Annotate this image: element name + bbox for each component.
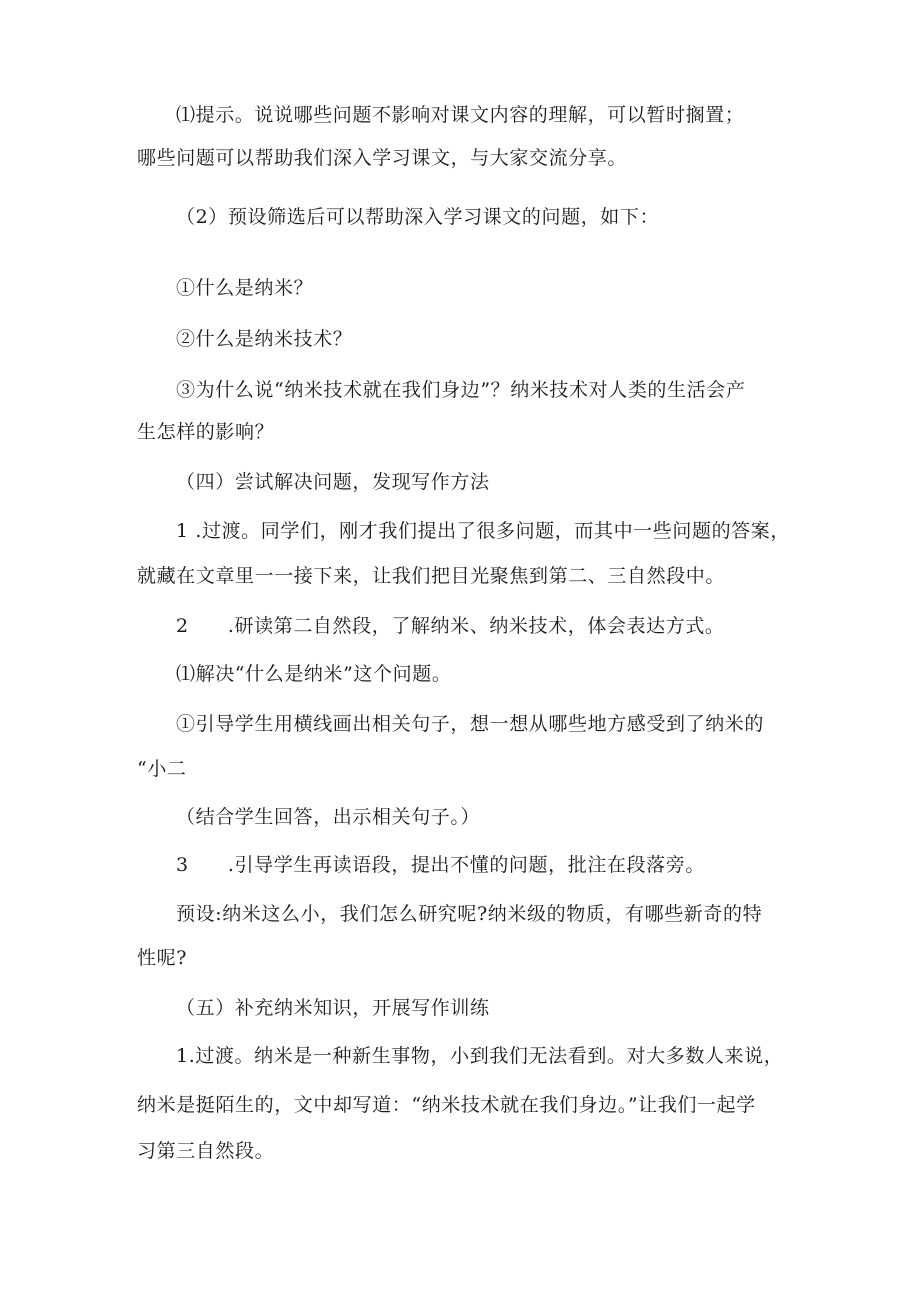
section-heading-4: （四）尝试解决问题，发现写作方法	[176, 471, 490, 493]
text-line-hint: ⑴提示。说说哪些问题不影响对课文内容的理解，可以暂时搁置；	[176, 104, 745, 126]
list-item-question-1: ①什么是纳米？	[176, 277, 314, 299]
text-line-preset-cont: 性呢?	[137, 947, 187, 969]
text-line-preset: 预设:纳米这么小，我们怎么研究呢?纳米级的物质，有哪些新奇的特	[176, 903, 763, 925]
text-line-note: （结合学生回答，出示相关句子。）	[176, 806, 481, 828]
text-line-transition-2-end: 习第三自然段。	[137, 1140, 275, 1162]
list-item-question-3-cont: 生怎样的影响？	[137, 421, 275, 443]
list-item-question-3: ③为什么说“纳米技术就在我们身边”？纳米技术对人类的生活会产	[176, 379, 746, 401]
text-line-guide-underline-cont: “小二	[137, 758, 187, 780]
text-line-study-paragraph-2: 2 .研读第二自然段，了解纳米、纳米技术，体会表达方式。	[176, 615, 725, 637]
list-item-question-2: ②什么是纳米技术？	[176, 328, 353, 350]
text-line-transition-2: 1.过渡。纳米是一种新生事物，小到我们无法看到。对大多数人来说，	[176, 1045, 784, 1067]
text-line-hint-cont: 哪些问题可以帮助我们深入学习课文，与大家交流分享。	[137, 147, 628, 169]
text-line-transition-cont: 就藏在文章里一一接下来，让我们把目光聚焦到第二、三自然段中。	[137, 565, 726, 587]
text-line-preset-questions: （2）预设筛选后可以帮助深入学习课文的问题，如下：	[176, 206, 660, 228]
text-line-transition: 1 .过渡。同学们，刚才我们提出了很多问题，而其中一些问题的答案，	[176, 520, 790, 542]
text-line-reread: 3 .引导学生再读语段，提出不懂的问题，批注在段落旁。	[176, 854, 705, 876]
text-line-guide-underline: ①引导学生用横线画出相关句子，想一想从哪些地方感受到了纳米的	[176, 713, 765, 735]
section-heading-5: （五）补充纳米知识，开展写作训练	[176, 997, 490, 1019]
text-line-what-is-nano: ⑴解决“什么是纳米”这个问题。	[176, 663, 452, 685]
text-line-transition-2-cont: 纳米是挺陌生的，文中却写道：“纳米技术就在我们身边。”让我们一起学	[137, 1094, 756, 1116]
